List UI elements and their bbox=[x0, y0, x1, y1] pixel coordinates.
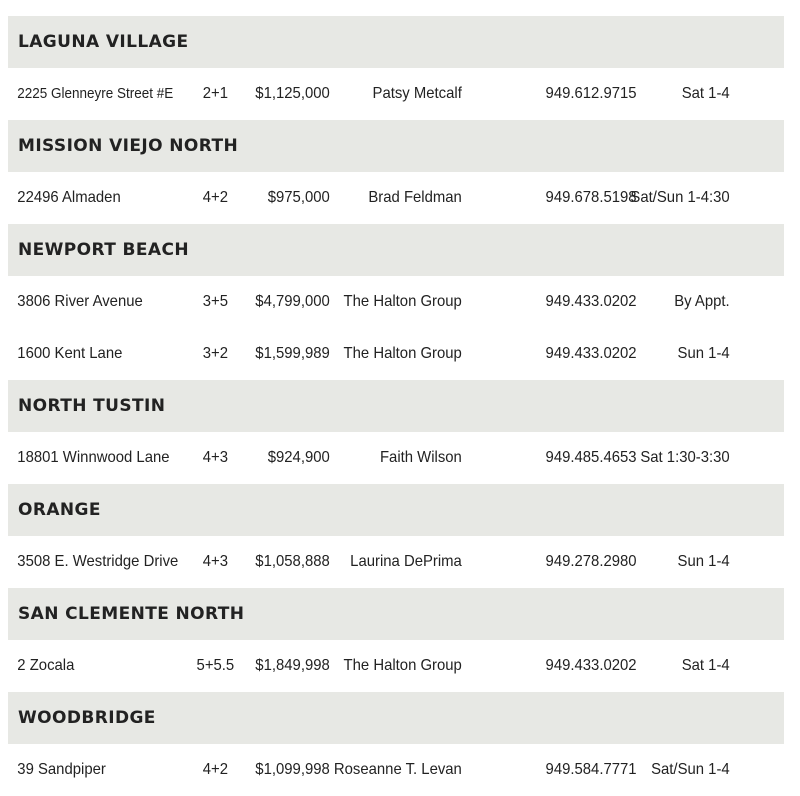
listing-price: $975,000 bbox=[267, 189, 330, 206]
listing-address: 3508 E. Westridge Drive bbox=[17, 553, 179, 570]
listing-agent: Brad Feldman bbox=[368, 189, 462, 206]
listing-agent: The Halton Group bbox=[343, 345, 462, 362]
listing-phone: 949.612.9715 bbox=[545, 85, 637, 102]
listing-open-time: Sat/Sun 1-4 bbox=[651, 761, 730, 778]
listing-open-time: Sun 1-4 bbox=[677, 345, 730, 362]
listing-open-time: Sun 1-4 bbox=[677, 553, 730, 570]
section-header: SAN CLEMENTE NORTH bbox=[8, 588, 784, 640]
section-header: NORTH TUSTIN bbox=[8, 380, 784, 432]
listing-phone: 949.584.7771 bbox=[545, 761, 637, 778]
listing-price: $1,099,998 bbox=[255, 761, 330, 778]
listing-bed-bath: 4+2 bbox=[202, 761, 229, 778]
listing-row bbox=[8, 172, 730, 224]
listing-row bbox=[8, 328, 730, 380]
listing-agent: Laurina DePrima bbox=[350, 553, 462, 570]
listing-agent: Roseanne T. Levan bbox=[333, 761, 462, 778]
listing-open-time: Sat 1-4 bbox=[681, 85, 730, 102]
section-header: WOODBRIDGE bbox=[8, 692, 784, 744]
listing-address: 3806 River Avenue bbox=[17, 293, 143, 310]
listing-row bbox=[8, 68, 730, 120]
listing-bed-bath: 5+5.5 bbox=[196, 657, 235, 674]
section-header: LAGUNA VILLAGE bbox=[8, 16, 784, 68]
listing-phone: 949.678.5198 bbox=[545, 189, 637, 206]
listing-bed-bath: 3+2 bbox=[202, 345, 229, 362]
listing-row bbox=[8, 276, 730, 328]
listing-price: $1,058,888 bbox=[255, 553, 330, 570]
listing-agent: The Halton Group bbox=[343, 657, 462, 674]
listing-address: 2 Zocala bbox=[17, 657, 75, 674]
listing-bed-bath: 4+2 bbox=[202, 189, 229, 206]
listing-open-time: Sat 1-4 bbox=[681, 657, 730, 674]
listing-agent: Faith Wilson bbox=[379, 449, 462, 466]
section-header: ORANGE bbox=[8, 484, 784, 536]
listing-phone: 949.485.4653 bbox=[545, 449, 637, 466]
listing-row bbox=[8, 536, 730, 588]
listing-agent: The Halton Group bbox=[343, 293, 462, 310]
listing-row bbox=[8, 744, 730, 796]
listing-row bbox=[8, 640, 730, 692]
listing-bed-bath: 4+3 bbox=[202, 553, 229, 570]
listing-price: $4,799,000 bbox=[255, 293, 330, 310]
listing-address: 2225 Glenneyre Street #E bbox=[17, 86, 174, 102]
listing-phone: 949.278.2980 bbox=[545, 553, 637, 570]
open-house-listings bbox=[8, 16, 784, 796]
listing-bed-bath: 3+5 bbox=[202, 293, 229, 310]
listing-phone: 949.433.0202 bbox=[545, 657, 637, 674]
listing-address: 18801 Winnwood Lane bbox=[17, 449, 170, 466]
section-header: MISSION VIEJO NORTH bbox=[8, 120, 784, 172]
listing-address: 22496 Almaden bbox=[17, 189, 121, 206]
listing-price: $1,125,000 bbox=[255, 85, 330, 102]
listing-phone: 949.433.0202 bbox=[545, 345, 637, 362]
listing-bed-bath: 4+3 bbox=[202, 449, 229, 466]
listing-open-time: Sat/Sun 1-4:30 bbox=[630, 189, 730, 206]
listing-price: $924,900 bbox=[267, 449, 330, 466]
listing-phone: 949.433.0202 bbox=[545, 293, 637, 310]
listing-address: 39 Sandpiper bbox=[17, 761, 106, 778]
listing-price: $1,849,998 bbox=[255, 657, 330, 674]
section-header: NEWPORT BEACH bbox=[8, 224, 784, 276]
listing-address: 1600 Kent Lane bbox=[17, 345, 123, 362]
listing-agent: Patsy Metcalf bbox=[372, 85, 462, 102]
listing-price: $1,599,989 bbox=[255, 345, 330, 362]
listing-bed-bath: 2+1 bbox=[202, 85, 229, 102]
listing-row bbox=[8, 432, 730, 484]
listing-open-time: By Appt. bbox=[674, 293, 730, 310]
listing-open-time: Sat 1:30-3:30 bbox=[640, 449, 730, 466]
